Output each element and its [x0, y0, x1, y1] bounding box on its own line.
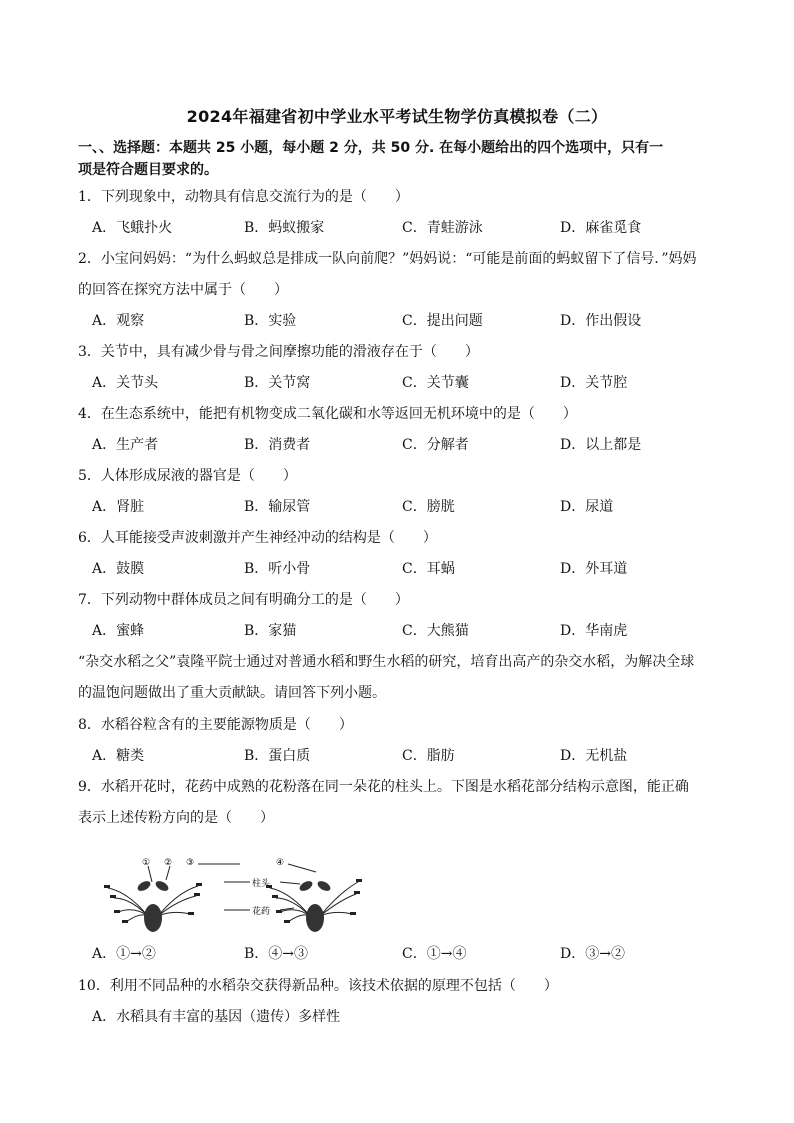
option-c: C．耳蜗 [402, 561, 455, 577]
option-a: A．水稻具有丰富的基因（遗传）多样性 [92, 1009, 341, 1025]
option-d: D．无机盐 [560, 748, 628, 764]
anther-label: 花药 [252, 907, 271, 917]
question-6-stem: 6．人耳能接受声波刺激并产生神经冲动的结构是（ ） [78, 530, 437, 546]
page-title: 2024年福建省初中学业水平考试生物学仿真模拟卷（二） [186, 107, 608, 126]
marker-1: ① [142, 858, 151, 868]
option-c: C．膀胱 [402, 499, 455, 515]
option-b: B．消费者 [244, 437, 311, 453]
question-9-stem-line2: 表示上述传粉方向的是（ ） [78, 810, 274, 826]
option-d: D．关节腔 [560, 375, 628, 391]
question-8-stem: 8．水稻谷粒含有的主要能源物质是（ ） [78, 717, 353, 733]
option-a: A．鼓膜 [92, 561, 145, 577]
option-b: B．家猫 [244, 623, 297, 639]
question-9-stem-line1: 9．水稻开花时，花药中成熟的花粉落在同一朵花的柱头上。下图是水稻花部分结构示意图，能正确 [78, 779, 689, 795]
rice-flower-diagram [100, 852, 370, 938]
option-d: D．尿道 [560, 499, 614, 515]
option-d: D．以上都是 [560, 437, 642, 453]
option-c: C．大熊猫 [402, 623, 469, 639]
question-3-stem: 3．关节中，具有减少骨与骨之间摩擦功能的滑液存在于（ ） [78, 344, 479, 360]
section-heading-line1: 一、、选择题：本题共 25 小题，每小题 2 分，共 50 分. 在每小题给出的四个选项中，只有一 [78, 140, 664, 156]
option-a: A．蜜蜂 [92, 623, 145, 639]
option-a: A．关节头 [92, 375, 159, 391]
option-c: C．关节囊 [402, 375, 469, 391]
option-b: B．输尿管 [244, 499, 311, 515]
option-b: B．听小骨 [244, 561, 311, 577]
option-d: D．③→② [560, 946, 625, 962]
option-c: C．分解者 [402, 437, 469, 453]
section-heading-line2: 项是符合题目要求的。 [78, 162, 218, 178]
question-10-stem: 10．利用不同品种的水稻杂交获得新品种。该技术依据的原理不包括（ ） [78, 978, 558, 994]
passage-line2: 的温饱问题做出了重大贡献缺。请回答下列小题。 [78, 685, 386, 701]
option-c: C．①→④ [402, 946, 467, 962]
option-a: A．①→② [92, 946, 156, 962]
option-c: C．提出问题 [402, 313, 483, 329]
option-b: B．蚂蚁搬家 [244, 220, 325, 236]
option-d: D．作出假设 [560, 313, 642, 329]
stigma-label: 柱头 [252, 879, 271, 889]
option-b: B．蛋白质 [244, 748, 311, 764]
option-c: C．青蛙游泳 [402, 220, 483, 236]
marker-4: ④ [276, 858, 285, 868]
option-d: D．麻雀觅食 [560, 220, 642, 236]
option-b: B．④→③ [244, 946, 309, 962]
option-d: D．华南虎 [560, 623, 628, 639]
question-2-stem-line2: 的回答在探究方法中属于（ ） [78, 282, 288, 298]
option-a: A．肾脏 [92, 499, 145, 515]
question-2-stem-line1: 2．小宝问妈妈：“为什么蚂蚁总是排成一队向前爬？”妈妈说：“可能是前面的蚂蚁留下了信号．”妈妈 [78, 251, 697, 267]
option-a: A．观察 [92, 313, 145, 329]
marker-3: ③ [186, 858, 195, 868]
marker-2: ② [164, 858, 173, 868]
question-5-stem: 5．人体形成尿液的器官是（ ） [78, 468, 297, 484]
passage-line1: “杂交水稻之父”袁隆平院士通过对普通水稻和野生水稻的研究，培育出高产的杂交水稻，为解决全球 [78, 654, 695, 670]
option-b: B．关节窝 [244, 375, 311, 391]
question-1-stem: 1．下列现象中，动物具有信息交流行为的是（ ） [78, 189, 409, 205]
question-7-stem: 7．下列动物中群体成员之间有明确分工的是（ ） [78, 592, 409, 608]
option-a: A．生产者 [92, 437, 159, 453]
option-b: B．实验 [244, 313, 297, 329]
option-c: C．脂肪 [402, 748, 455, 764]
option-a: A．飞蛾扑火 [92, 220, 173, 236]
option-d: D．外耳道 [560, 561, 628, 577]
question-4-stem: 4．在生态系统中，能把有机物变成二氧化碳和水等返回无机环境中的是（ ） [78, 406, 577, 422]
option-a: A．糖类 [92, 748, 145, 764]
